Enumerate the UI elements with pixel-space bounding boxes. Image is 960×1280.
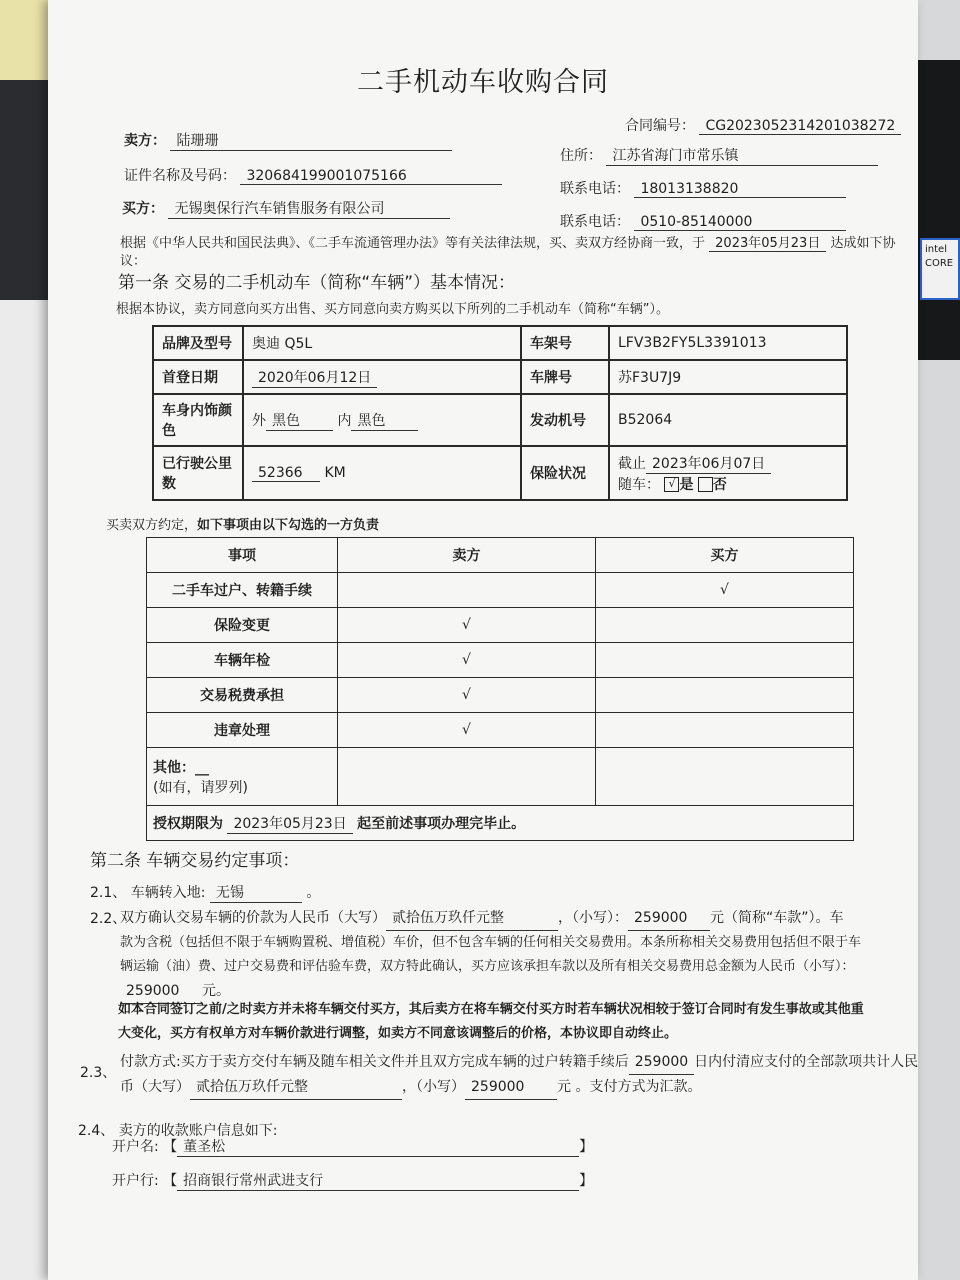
- vehicle-info-table: [152, 325, 848, 501]
- buyer-phone-row: 联系电话： 0510-85140000: [560, 211, 846, 231]
- buyer-name: 无锡奥保行汽车销售服务有限公司: [168, 198, 450, 219]
- seller-address: 江苏省海门市常乐镇: [606, 145, 878, 166]
- seller-id-number: 320684199001075166: [240, 168, 502, 185]
- reg-date-cell: [243, 360, 521, 394]
- address-row: 住所： 江苏省海门市常乐镇: [560, 145, 878, 166]
- resp-seller-mark: √: [338, 643, 596, 678]
- resp-item: 二手车过户、转籍手续: [147, 573, 338, 608]
- insurance-no-checkbox[interactable]: [698, 477, 713, 492]
- resp-seller-mark: √: [338, 678, 596, 713]
- resp-seller-mark: [338, 573, 596, 608]
- resp-item: 保险变更: [147, 608, 338, 643]
- clause-2-3-number: 2.3、: [80, 1065, 117, 1081]
- seller-phone: 18013138820: [634, 181, 846, 198]
- bank-name: 招商银行常州武进支行: [177, 1170, 579, 1191]
- resp-buyer-mark: √: [596, 573, 854, 608]
- brand-label: 品牌及型号: [153, 326, 243, 360]
- contract-number: CG2023052314201038272: [699, 118, 901, 135]
- contract-page: [48, 0, 918, 1280]
- authorization-date: 2023年05月23日: [227, 813, 352, 834]
- interior-color: 黑色: [351, 410, 418, 431]
- seller-phone-row: 联系电话： 18013138820: [560, 178, 846, 198]
- clause-2-2-price-adjustment: 如本合同签订之前/之时卖方并未将车辆交付买方，其后卖方在将车辆交付买方时若车辆状况相较于签订合同时有发生事故或其他重 大变化，买方有权单方对车辆价款进行调整，如卖方不同意该调整后的价格，本协议即自动终止。: [118, 1002, 864, 1041]
- payment-days: 259000: [629, 1050, 694, 1075]
- seller-row: 卖方： 陆珊珊: [124, 130, 452, 151]
- article1-intro: 根据本协议，卖方同意向买方出售、买方同意向卖方购买以下所列的二手机动车（简称“车辆”）。: [116, 302, 669, 317]
- table-row: [147, 608, 854, 643]
- resp-other-note: (如有，请罗列): [153, 779, 248, 796]
- responsibility-intro: 买卖双方约定，如下事项由以下勾选的一方负责: [106, 518, 380, 533]
- clause-2-4: 2.4、 卖方的收款账户信息如下:: [78, 1123, 278, 1139]
- mileage-cell: 52366 KM: [243, 446, 521, 500]
- plate-label: 车牌号: [521, 360, 609, 394]
- total-amount: 259000: [120, 979, 202, 1004]
- clause-2-3: 付款方式:买方于卖方交付车辆及随车相关文件并且双方完成车辆的过户转籍手续后 259000 日内付清应支付的全部款项共计人民 币（大写） 贰拾伍万玖仟元整 ，（小写） 259000 元 。支付方式为汇款。: [120, 1050, 910, 1100]
- buyer-row: 买方： 无锡奥保行汽车销售服务有限公司: [122, 198, 450, 219]
- table-row: [147, 748, 854, 806]
- price-lowercase: 259000: [628, 906, 710, 931]
- resp-buyer-mark: [596, 678, 854, 713]
- resp-buyer-mark: [596, 643, 854, 678]
- article2-title: 第二条 车辆交易约定事项：: [90, 851, 300, 871]
- resp-seller-mark: √: [338, 713, 596, 748]
- reg-date-label: 首登日期: [153, 360, 243, 394]
- vin-label: 车架号: [521, 326, 609, 360]
- cpu-sticker: intel CORE: [920, 238, 960, 300]
- resp-header-buyer: 买方: [596, 538, 854, 573]
- mileage-value: 52366: [252, 465, 320, 482]
- transfer-destination: 无锡: [210, 882, 302, 903]
- law-basis-line2: 议：: [120, 254, 147, 269]
- clause-2-1: 2.1、 车辆转入地: 无锡 。: [90, 882, 320, 903]
- buyer-phone: 0510-85140000: [634, 214, 846, 231]
- payment-uppercase: 贰拾伍万玖仟元整: [190, 1075, 402, 1100]
- clause-2-2: 双方确认交易车辆的价款为人民币（大写） 贰拾伍万玖仟元整 ，（小写）： 259000 元（简称“车款”）。车 款为含税（包括但不限于车辆购置税、增值税）车价，但不包含车辆的任何相关交易费用。本条所称相关交易费用包括但不限于车 辆运输（油）费、过户交易费和评估验车费，双方特此确认，买方应该承担车款以及所有相关交易费用总金额为人民币（小写）： 259000 元。: [120, 906, 910, 1004]
- reg-date-value: 2020年06月12日: [252, 367, 377, 388]
- exterior-color: 黑色: [266, 410, 333, 431]
- table-row: [147, 678, 854, 713]
- resp-item: 违章处理: [147, 713, 338, 748]
- insurance-yes-checkbox[interactable]: √: [664, 477, 679, 492]
- clause-2-2-number: 2.2、: [90, 911, 127, 927]
- contract-title: 二手机动车收购合同: [357, 67, 609, 98]
- engine-value: B52064: [609, 394, 847, 446]
- resp-header-seller: 卖方: [338, 538, 596, 573]
- resp-seller-mark: √: [338, 608, 596, 643]
- table-row: [147, 643, 854, 678]
- table-row: [147, 573, 854, 608]
- resp-item: 车辆年检: [147, 643, 338, 678]
- authorization-period: 授权期限为 2023年05月23日 起至前述事项办理完毕止。: [147, 806, 854, 841]
- engine-label: 发动机号: [521, 394, 609, 446]
- color-label: 车身内饰颜色: [153, 394, 243, 446]
- table-row: [147, 713, 854, 748]
- account-name: 董圣松: [177, 1136, 579, 1157]
- insurance-label: 保险状况: [521, 446, 609, 500]
- id-row: 证件名称及号码： 320684199001075166: [124, 165, 502, 185]
- seller-name: 陆珊珊: [170, 130, 452, 151]
- resp-buyer-mark: [596, 608, 854, 643]
- agreement-date: 2023年05月23日: [709, 232, 826, 252]
- insurance-cell: 截止 2023年06月07日 随车： √ 是 否: [609, 446, 847, 500]
- law-basis-line1: 根据《中华人民共和国民法典》、《二手车流通管理办法》等有关法律法规，买、卖双方经协商一致，于 2023年05月23日 达成如下协: [120, 232, 895, 252]
- mileage-label: 已行驶公里数: [153, 446, 243, 500]
- account-name-row: 开户名: 【 董圣松 】: [112, 1136, 593, 1157]
- contract-number-row: 合同编号： CG2023052314201038272: [625, 115, 901, 135]
- resp-header-item: 事项: [147, 538, 338, 573]
- resp-other-label: 其他：__: [153, 759, 209, 776]
- plate-value: 苏F3U7J9: [609, 360, 847, 394]
- responsibility-table: [146, 537, 854, 841]
- brand-value: 奥迪 Q5L: [243, 326, 521, 360]
- resp-other-cell: [147, 748, 338, 806]
- vin-value: LFV3B2FY5L3391013: [609, 326, 847, 360]
- price-uppercase: 贰拾伍万玖仟元整: [386, 906, 558, 931]
- color-cell: 外 黑色 内 黑色: [243, 394, 521, 446]
- payment-lowercase: 259000: [465, 1075, 557, 1100]
- resp-item: 交易税费承担: [147, 678, 338, 713]
- bank-row: 开户行: 【 招商银行常州武进支行 】: [112, 1170, 593, 1191]
- resp-buyer-mark: [596, 713, 854, 748]
- insurance-until: 2023年06月07日: [646, 453, 771, 474]
- article1-title: 第一条 交易的二手机动车（简称“车辆”）基本情况：: [118, 273, 516, 293]
